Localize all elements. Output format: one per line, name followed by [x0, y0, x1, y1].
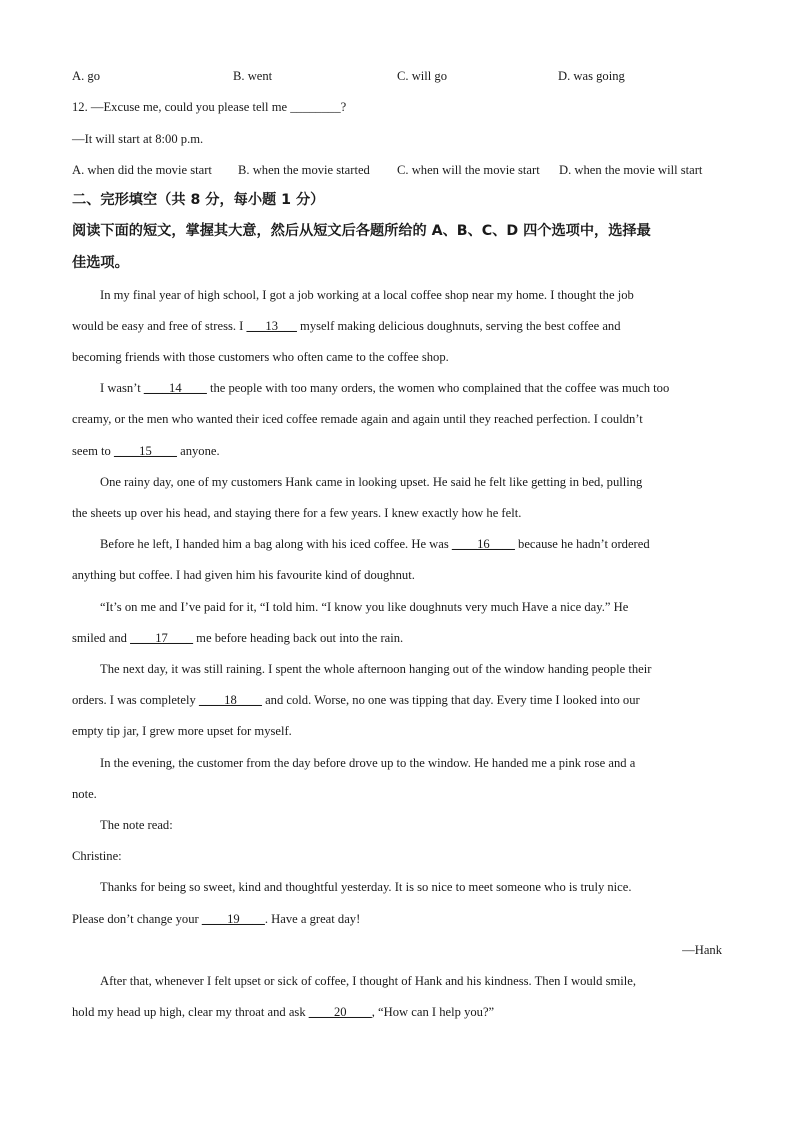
- passage-text: me before heading back out into the rain.: [193, 631, 404, 645]
- blank-15: ____15____: [113, 444, 177, 458]
- passage-line: note.: [72, 787, 97, 801]
- passage-line: [72, 692, 640, 708]
- passage-line: [100, 536, 650, 552]
- passage-text: smiled and: [72, 631, 131, 645]
- passage-line: Thanks for being so sweet, kind and thoughtful yesterday. It is so nice to meet someone who is truly nice.: [100, 880, 632, 894]
- passage-line: The next day, it was still raining. I spent the whole afternoon hanging out of the window handing people their: [100, 662, 652, 676]
- passage-text: would be easy and free of stress. I: [72, 319, 247, 333]
- q12-blank: ________: [290, 100, 341, 114]
- passage-line: The note read:: [100, 818, 173, 832]
- q12-stem-text: 12. —Excuse me, could you please tell me: [72, 100, 291, 114]
- note-signature: —Hank: [682, 943, 722, 957]
- passage-text: . Have a great day!: [264, 912, 361, 926]
- passage-text: anyone.: [176, 444, 220, 458]
- passage-line: [72, 443, 220, 459]
- passage-text: , “How can I help you?”: [371, 1005, 495, 1019]
- q12-stem-end: ?: [340, 100, 347, 114]
- q11-option-c[interactable]: C. will go: [397, 69, 448, 83]
- passage-line: One rainy day, one of my customers Hank came in looking upset. He said he felt like getting in bed, pulling: [100, 475, 643, 489]
- passage-line: In my final year of high school, I got a job working at a local coffee shop near my home. I thought the job: [100, 288, 634, 302]
- passage-line: empty tip jar, I grew more upset for myself.: [72, 724, 292, 738]
- q11-option-b[interactable]: B. went: [233, 69, 273, 83]
- blank-13: ___13___: [246, 319, 297, 333]
- blank-16: ____16____: [451, 537, 515, 551]
- passage-text: because he hadn’t ordered: [514, 537, 650, 551]
- section-title: 二、完形填空（共 8 分，每小题 1 分）: [72, 192, 325, 208]
- passage-text: I wasn’t: [100, 381, 144, 395]
- q12-option-d[interactable]: D. when the movie will start: [559, 163, 703, 177]
- passage-line: “It’s on me and I’ve paid for it, “I told him. “I know you like doughnuts very much Have a nice day.” He: [100, 600, 629, 614]
- passage-line: [72, 911, 360, 927]
- passage-line: creamy, or the men who wanted their iced coffee remade again and again until they reached perfection. I couldn’t: [72, 412, 643, 426]
- passage-line: [72, 630, 403, 646]
- q12-option-c[interactable]: C. when will the movie start: [397, 163, 540, 177]
- q11-option-a[interactable]: A. go: [72, 69, 100, 83]
- q11-option-d[interactable]: D. was going: [558, 69, 625, 83]
- passage-line: After that, whenever I felt upset or sick of coffee, I thought of Hank and his kindness. Then I would smile,: [100, 974, 637, 988]
- passage-line: the sheets up over his head, and staying there for a few years. I knew exactly how he felt.: [72, 506, 522, 520]
- passage-line: Christine:: [72, 849, 122, 863]
- section-instructions-1: 阅读下面的短文，掌握其大意，然后从短文后各题所给的 A、B、C、D 四个选项中，选择最: [72, 223, 651, 239]
- blank-18: ____18____: [198, 693, 262, 707]
- passage-text: the people with too many orders, the women who complained that the coffee was much too: [206, 381, 670, 395]
- passage-line: [72, 318, 621, 334]
- passage-text: hold my head up high, clear my throat and ask: [72, 1005, 309, 1019]
- passage-line: anything but coffee. I had given him his favourite kind of doughnut.: [72, 568, 415, 582]
- passage-line: [72, 1004, 494, 1020]
- passage-text: Before he left, I handed him a bag along with his iced coffee. He was: [100, 537, 452, 551]
- q12-option-a[interactable]: A. when did the movie start: [72, 163, 212, 177]
- passage-text: myself making delicious doughnuts, serving the best coffee and: [296, 319, 621, 333]
- passage-text: and cold. Worse, no one was tipping that day. Every time I looked into our: [261, 693, 640, 707]
- blank-19: ____19____: [201, 912, 265, 926]
- passage-line: becoming friends with those customers who often came to the coffee shop.: [72, 350, 449, 364]
- q12-option-b[interactable]: B. when the movie started: [238, 163, 370, 177]
- passage-text: Please don’t change your: [72, 912, 202, 926]
- passage-text: seem to: [72, 444, 114, 458]
- blank-20: ____20____: [308, 1005, 372, 1019]
- passage-line: [100, 380, 669, 396]
- section-instructions-2: 佳选项。: [72, 255, 129, 271]
- q12-answer: —It will start at 8:00 p.m.: [72, 132, 204, 146]
- blank-17: ____17____: [130, 631, 194, 645]
- blank-14: ____14____: [143, 381, 207, 395]
- passage-text: orders. I was completely: [72, 693, 199, 707]
- q12-stem: [72, 99, 346, 115]
- passage-line: In the evening, the customer from the day before drove up to the window. He handed me a pink rose and a: [100, 756, 636, 770]
